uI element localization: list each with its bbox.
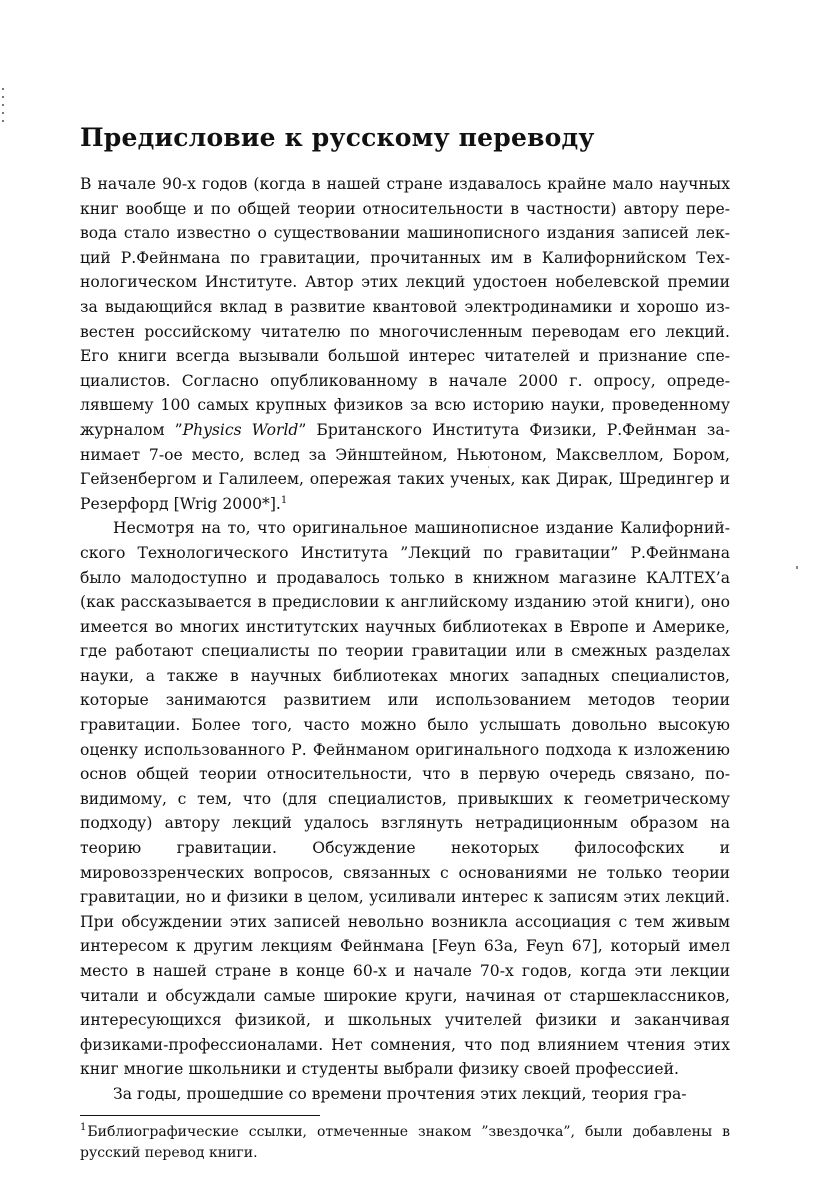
paragraph-3: За годы, прошедшие со времени прочтения этих лекций, теория гра- xyxy=(113,1084,687,1103)
paragraph-1 xyxy=(80,172,730,516)
footnote-mark: 1 xyxy=(80,1121,87,1133)
footnote xyxy=(80,1122,730,1164)
footnote-text: Библиографические ссылки, отмеченные знаком ”звездочка”, были добавлены в русский перевод книги. xyxy=(80,1123,730,1161)
journal-name: Physics World xyxy=(182,420,299,439)
scan-margin-marks xyxy=(2,88,5,138)
footnote-divider xyxy=(80,1115,320,1116)
paragraph-1-text-start: В начале 90-х годов (когда в нашей стране издавалось крайне мало научных книг вообще и по общей теории относительности в частности) автору перевода стало известно о существовании машинописного издания записей лекций Р.Фейнмана по гравитации, прочитанных им в Калифорнийском Технологическом Институте. Автор этих лекций удостоен нобелевской премии за выдающийся вклад в развитие квантовой электродинамики и хорошо известен российскому читателю по многочисленным переводам его лекций. Его книги всегда вызывали большой интерес читателей и признание специалистов. Согласно опубликованному в начале 2000 г. опросу, определявшему 100 самых крупных физиков за всю историю науки, проведенному журналом ” xyxy=(80,175,730,439)
paragraph-1-text-end: ” Британского Института Физики, Р.Фейнман занимает 7-ое место, вслед за Эйнштейном, Ньютоном, Максвеллом, Бором, Гейзенбергом и Галилеем, опережая таких ученых, как Дирак, Шредингер и Резерфорд [Wrig 2000*]. xyxy=(80,420,731,513)
book-page xyxy=(80,118,730,1164)
footnote-reference: 1 xyxy=(280,494,288,506)
chapter-heading: Предисловие к русскому переводу xyxy=(80,123,595,152)
paragraph-2: Несмотря на то, что оригинальное машинописное издание Калифорнийского Технологического Института ”Лекций по гравитации” Р.Фейнмана было малодоступно и продавалось только в книжном магазине КАЛТЕХ’а (как рассказывается в предисловии к английскому изданию этой книги), оно имеется во многих институтских научных библиотеках в Европе и Америке, где работают специалисты по теории гравитации или в смежных разделах науки, а также в научных библиотеках многих западных специалистов, которые занимаются развитием или использованием методов теории гравитации. Более того, часто можно было услышать довольно высокую оценку использованного Р. Фейнманом оригинального подхода к изложению основ общей теории относительности, что в первую очередь связано, по-видимому, с тем, что (для специалистов, привыкших к геометрическому подходу) автору лекций удалось взглянуть нетрадиционным образом на теорию гравитации. Обсуждение некоторых философских и мировоззренческих вопросов, связанных с основаниями не только теории гравитации, но и физики в целом, усиливали интерес к записям этих лекций. При обсуждении этих записей невольно возникла ассоциация с тем живым интересом к другим лекциям Фейнмана [Feyn 63a, Feyn 67], который имел место в нашей стране в конце 60-х и начале 70-х годов, когда эти лекции читали и обсуждали самые широкие круги, начиная от старшеклассников, интересующихся физикой, и школьных учителей физики и заканчивая физиками-профессионалами. Нет сомнения, что под влиянием чтения этих книг многие школьники и студенты выбрали физику своей профессией. xyxy=(80,519,730,1079)
scan-speck xyxy=(796,566,798,569)
